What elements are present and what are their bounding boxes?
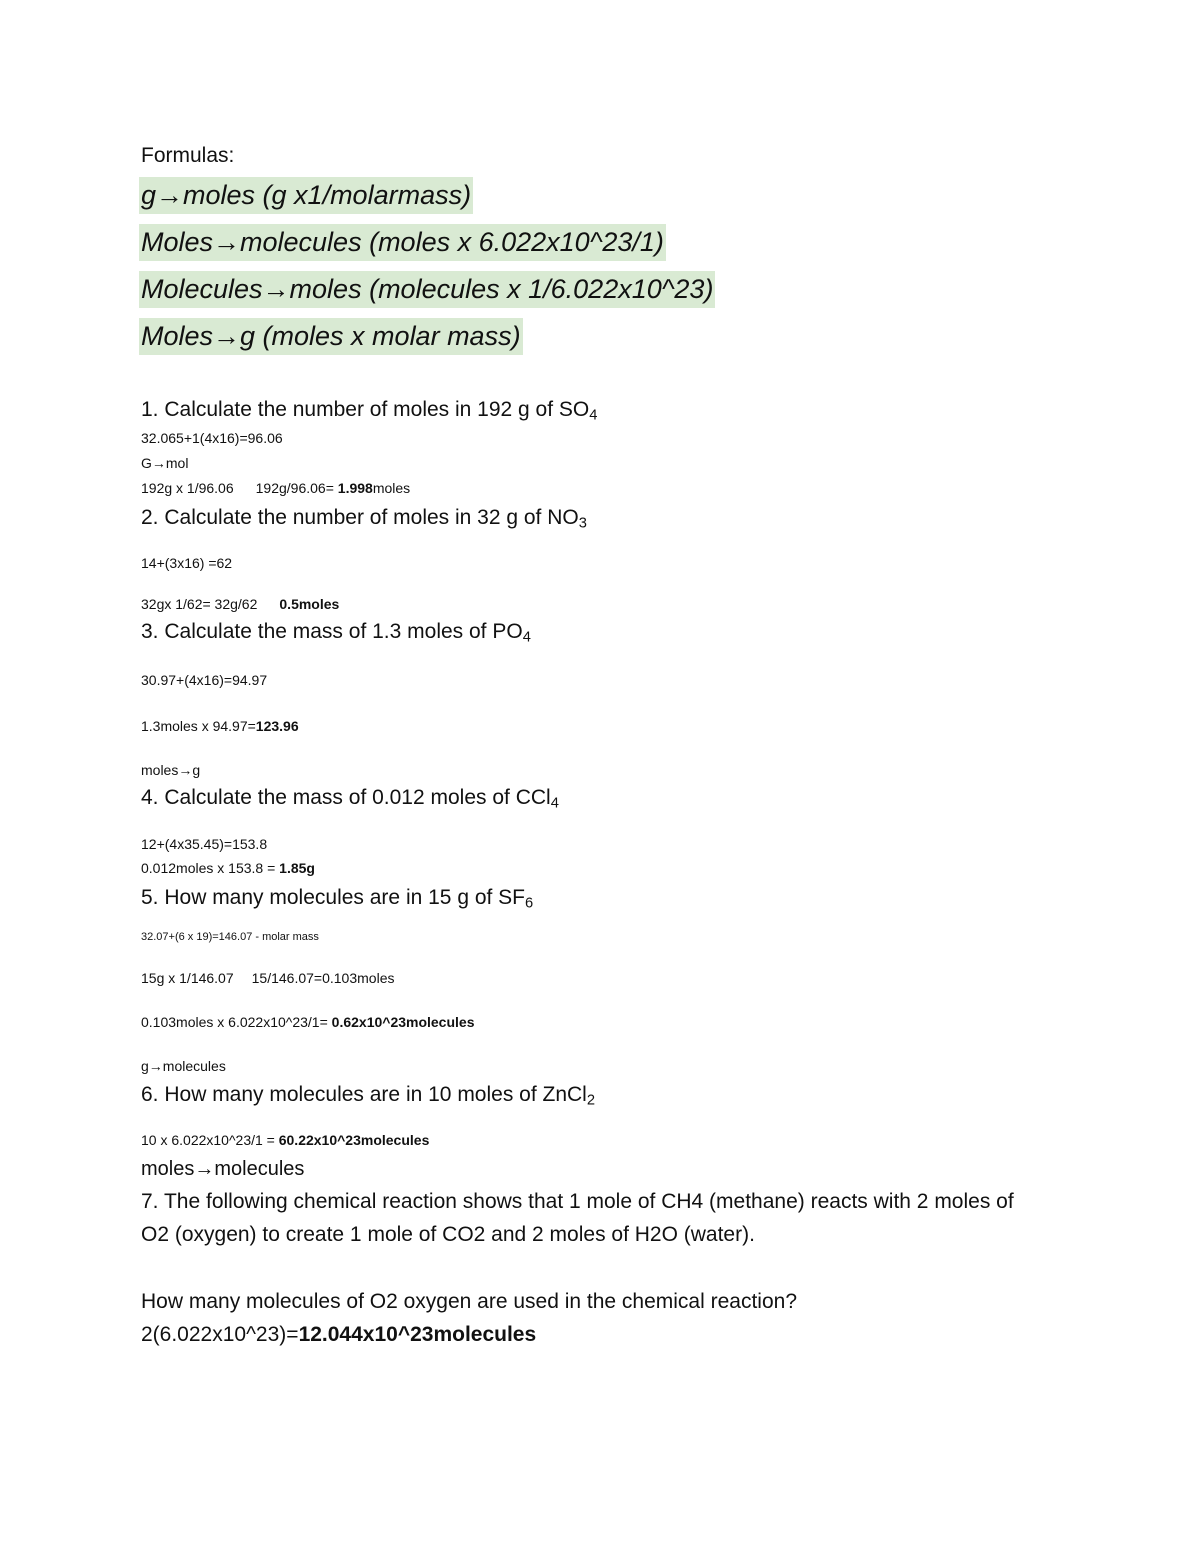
q5-work-molar-mass: 32.07+(6 x 19)=146.07 - molar mass <box>141 931 319 943</box>
q2-work-calculation: 32gx 1/62= 32g/62 0.5moles <box>141 596 340 612</box>
question-1: 1. Calculate the number of moles in 192 g of $SO_4$ <box>141 398 598 424</box>
q4-work-molar-mass: 12+(4x35.45)=153.8 <box>141 836 268 852</box>
q7-answer: 12.044x10^23molecules <box>298 1323 537 1346</box>
q5-work-conversion: g→molecules <box>141 1058 226 1074</box>
q1-answer: 1.998 <box>337 480 373 496</box>
question-6: 6. How many molecules are in 10 moles of ZnCl$_2$ <box>141 1083 596 1109</box>
formula-molecules-to-moles: Molecules→moles (molecules x 1/6.022x10^23) <box>139 271 715 308</box>
question-5: 5. How many molecules are in 15 g of $SF_6$ <box>141 886 534 912</box>
q5-answer: 0.62x10^23molecules <box>331 1014 475 1030</box>
q6-work-conversion: moles→molecules <box>141 1158 305 1180</box>
question-3: 3. Calculate the mass of 1.3 moles of $PO_4$ <box>141 620 531 646</box>
q1-work-calculation: 192g x 1/96.06 192g/96.06= 1.998moles <box>141 480 411 496</box>
q3-work-calculation: 1.3moles x 94.97=123.96 <box>141 718 299 734</box>
q5-work-calculation: 0.103moles x 6.022x10^23/1= 0.62x10^23molecules <box>141 1014 475 1030</box>
q1-work-molar-mass: 32.065+1(4x16)=96.06 <box>141 430 283 446</box>
q4-answer: 1.85g <box>279 860 315 876</box>
q6-work-calculation: 10 x 6.022x10^23/1 = 60.22x10^23molecules <box>141 1132 430 1148</box>
q1-work-conversion: G→mol <box>141 455 189 471</box>
q3-answer: 123.96 <box>255 718 299 734</box>
question-7-prompt: How many molecules of O2 oxygen are used in the chemical reaction? <box>141 1290 798 1313</box>
question-2: 2. Calculate the number of moles in 32 g of $NO_3$ <box>141 506 587 532</box>
formula-moles-to-grams: Moles→g (moles x molar mass) <box>139 318 523 355</box>
q6-answer: 60.22x10^23molecules <box>278 1132 430 1148</box>
q7-work-calculation: 2(6.022x10^23)=12.044x10^23molecules <box>141 1323 537 1346</box>
page-title: Formulas: <box>141 144 235 167</box>
q4-work-calculation: 0.012moles x 153.8 = 1.85g <box>141 860 315 876</box>
formula-grams-to-moles: g→moles (g x1/molarmass) <box>139 177 473 214</box>
q3-work-conversion: moles→g <box>141 762 201 778</box>
question-7-line-2: O2 (oxygen) to create 1 mole of CO2 and 2 moles of H2O (water). <box>141 1223 755 1246</box>
question-4: 4. Calculate the mass of 0.012 moles of CCl$_4$ <box>141 786 559 812</box>
question-7-line-1: 7. The following chemical reaction shows that 1 mole of CH4 (methane) reacts with 2 moles of <box>141 1190 1014 1213</box>
formula-moles-to-molecules: Moles→molecules (moles x 6.022x10^23/1) <box>139 224 666 261</box>
q2-answer: 0.5moles <box>279 596 340 612</box>
q5-work-moles: 15g x 1/146.07 15/146.07=0.103moles <box>141 970 395 986</box>
q3-work-molar-mass: 30.97+(4x16)=94.97 <box>141 672 268 688</box>
q2-work-molar-mass: 14+(3x16) =62 <box>141 555 233 571</box>
